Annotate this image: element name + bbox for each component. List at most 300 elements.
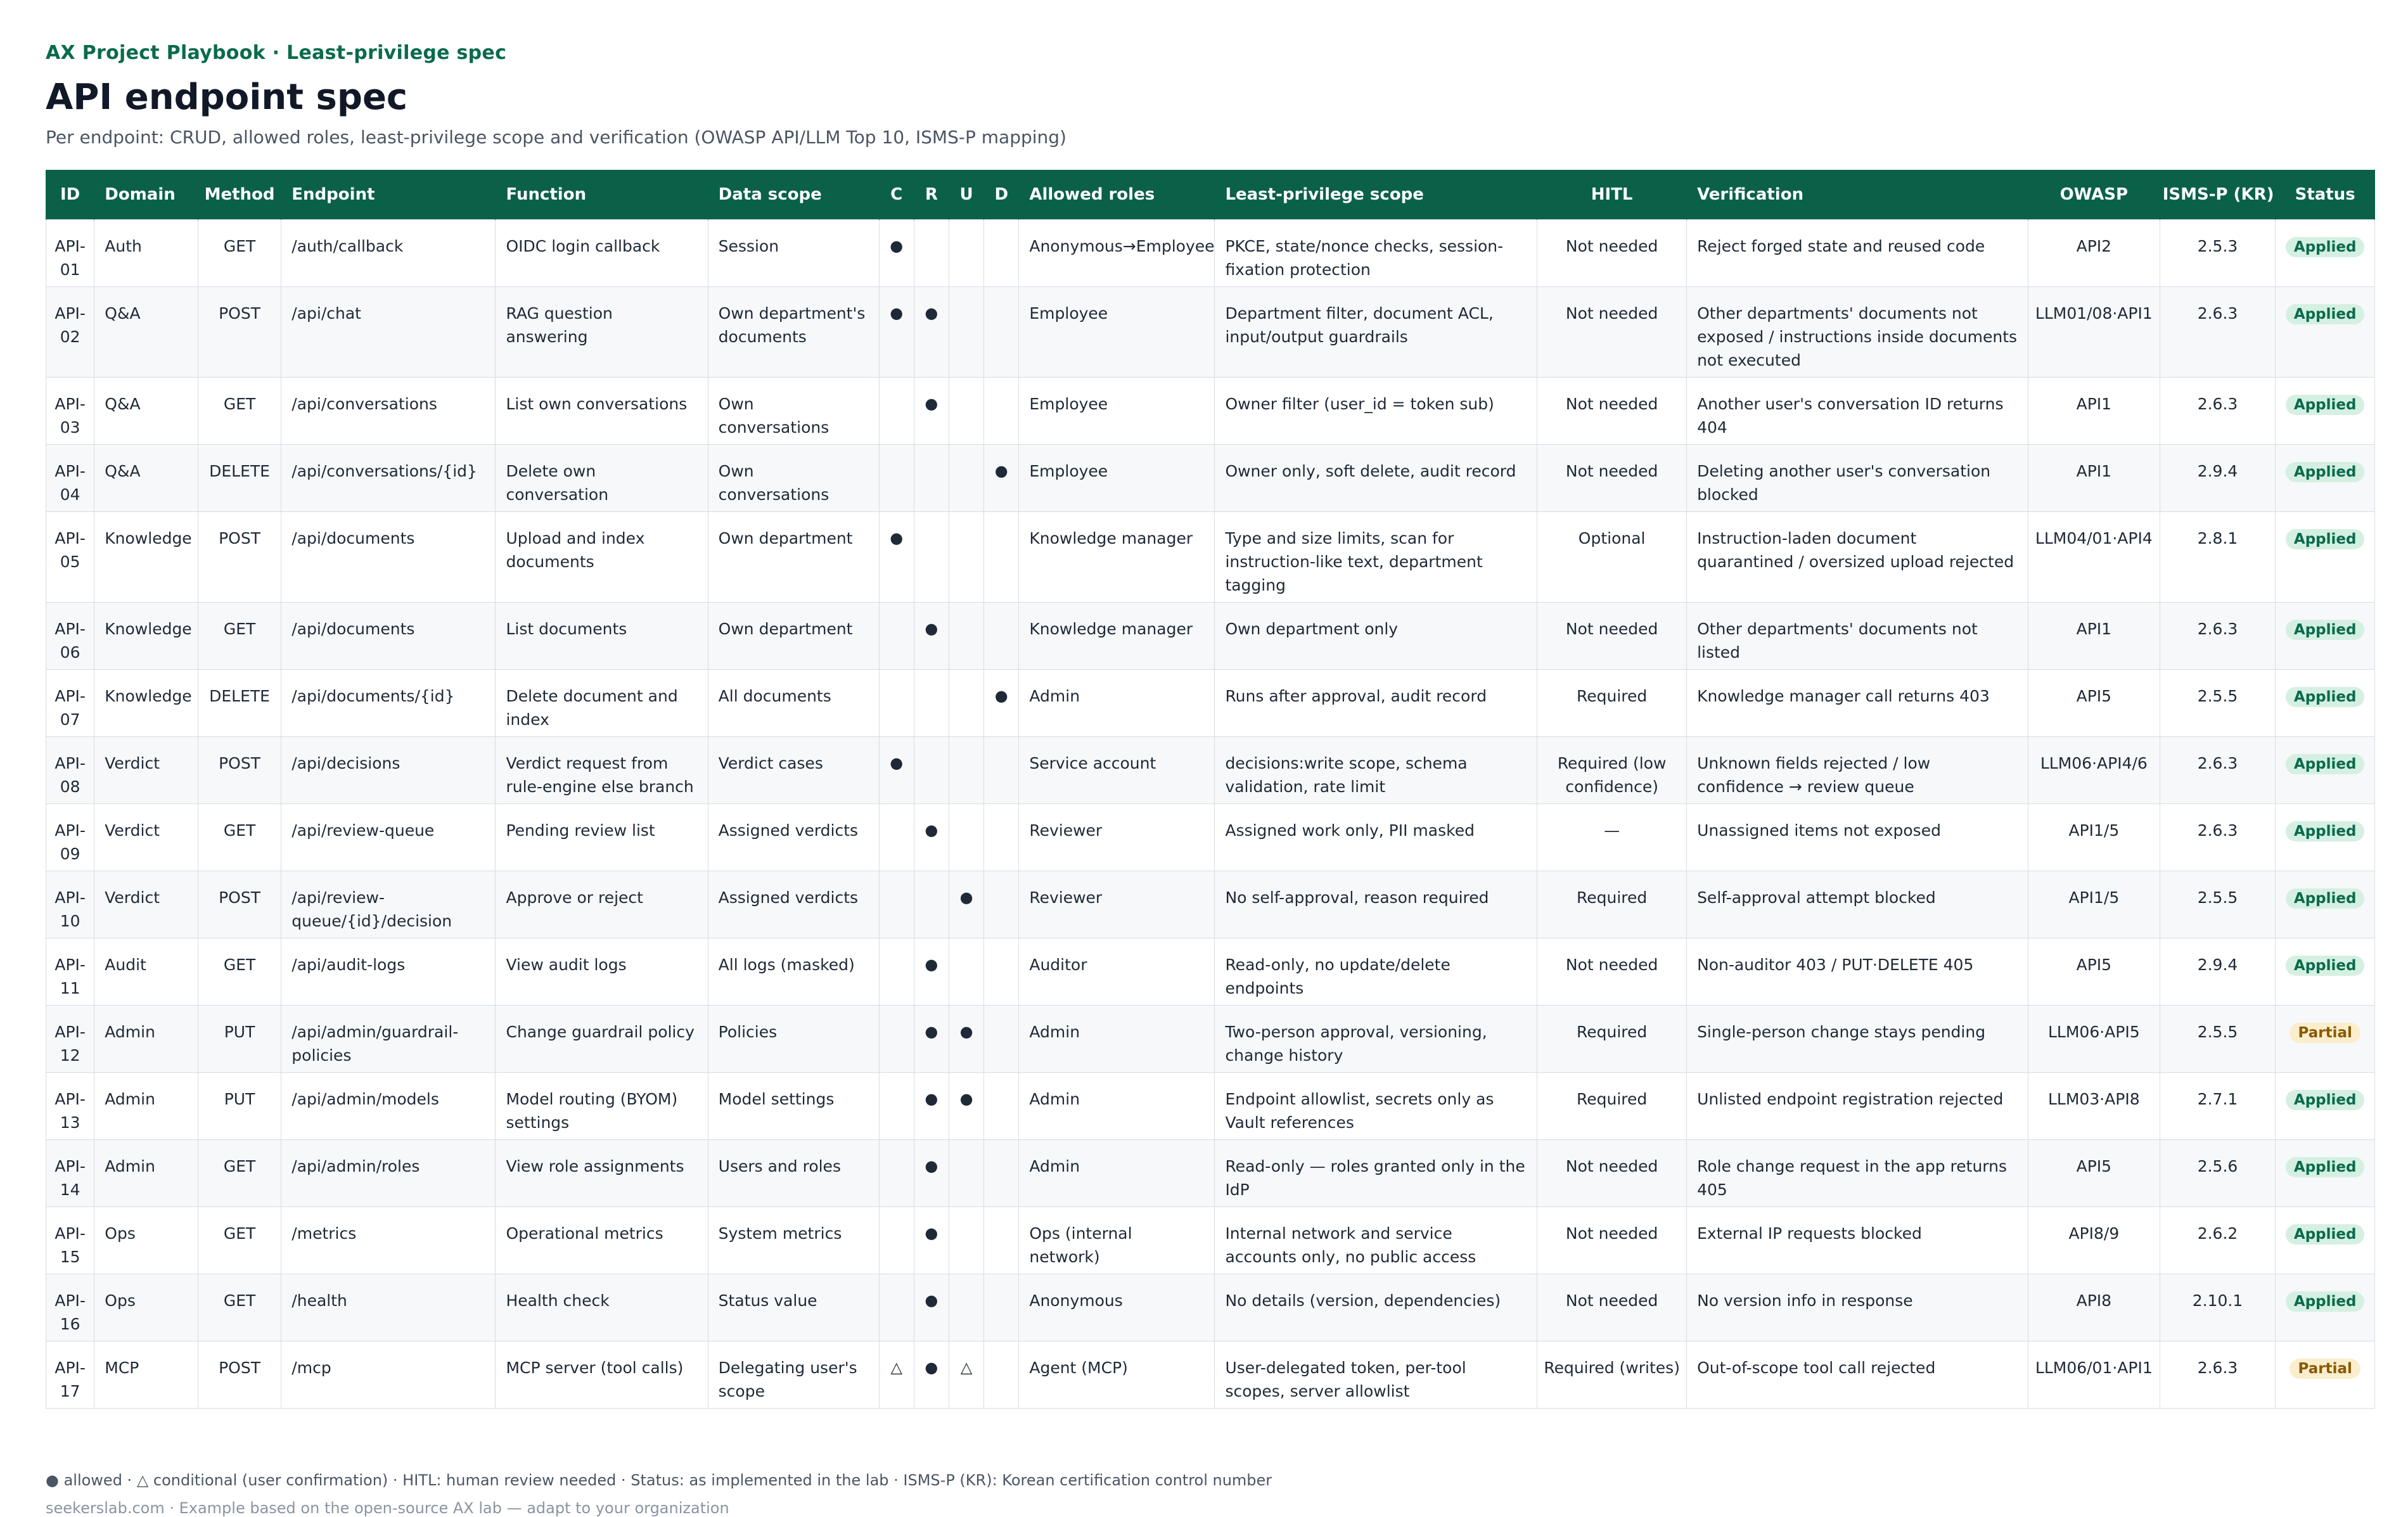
cell-domain: Q&A [94,378,198,445]
cell-owasp: LLM06/01·API1 [2028,1341,2160,1409]
cell-least-privilege-scope: Department filter, document ACL, input/output guardrails [1215,287,1537,378]
cell-delete [984,603,1019,670]
cell-isms-p: 2.5.6 [2160,1140,2276,1207]
column-header-function: Function [496,170,708,220]
cell-hitl: Not needed [1537,445,1687,512]
cell-isms-p: 2.7.1 [2160,1073,2276,1140]
cell-least-privilege-scope: User-delegated token, per-tool scopes, server allowlist [1215,1341,1537,1409]
cell-function: OIDC login callback [496,220,708,287]
table-row [46,1207,2375,1274]
cell-verification: Knowledge manager call returns 403 [1687,670,2028,737]
cell-isms-p: 2.9.4 [2160,445,2276,512]
cell-create: △ [879,1341,914,1409]
cell-status [2276,445,2375,512]
cell-allowed-roles: Admin [1019,670,1215,737]
column-header-read: R [914,170,949,220]
column-header-isms-p: ISMS-P (KR) [2160,170,2276,220]
cell-function: View audit logs [496,938,708,1006]
cell-data-scope: Verdict cases [708,737,879,804]
cell-allowed-roles: Anonymous [1019,1274,1215,1341]
cell-create [879,1140,914,1207]
cell-verification: Out-of-scope tool call rejected [1687,1341,2028,1409]
status-badge: Applied [2286,754,2365,774]
cell-hitl: Not needed [1537,1274,1687,1341]
cell-isms-p: 2.5.5 [2160,871,2276,938]
cell-update [949,378,983,445]
cell-function: Model routing (BYOM) settings [496,1073,708,1140]
cell-allowed-roles: Auditor [1019,938,1215,1006]
cell-domain: Verdict [94,804,198,871]
cell-data-scope: Policies [708,1006,879,1073]
cell-domain: Admin [94,1140,198,1207]
cell-function: List documents [496,603,708,670]
table-row [46,1274,2375,1341]
cell-hitl: Required [1537,871,1687,938]
cell-hitl: Required [1537,1006,1687,1073]
cell-method: GET [198,378,281,445]
cell-status [2276,603,2375,670]
cell-id: API-12 [46,1006,94,1073]
cell-method: GET [198,1207,281,1274]
cell-owasp: API5 [2028,1140,2160,1207]
cell-status [2276,512,2375,603]
cell-delete [984,737,1019,804]
table-row [46,220,2375,287]
cell-status [2276,1006,2375,1073]
table-row [46,670,2375,737]
cell-least-privilege-scope: Assigned work only, PII masked [1215,804,1537,871]
cell-allowed-roles: Reviewer [1019,804,1215,871]
column-header-domain: Domain [94,170,198,220]
cell-endpoint: /mcp [281,1341,496,1409]
cell-update [949,1140,983,1207]
cell-least-privilege-scope: Endpoint allowlist, secrets only as Vault references [1215,1073,1537,1140]
cell-endpoint: /api/documents/{id} [281,670,496,737]
cell-read: ● [914,378,949,445]
status-badge: Applied [2286,304,2365,324]
table-row [46,737,2375,804]
cell-id: API-08 [46,737,94,804]
cell-owasp: API1 [2028,378,2160,445]
status-badge: Applied [2286,1224,2365,1245]
cell-function: List own conversations [496,378,708,445]
status-badge: Applied [2286,620,2365,640]
cell-read [914,737,949,804]
cell-isms-p: 2.6.3 [2160,804,2276,871]
cell-update [949,1207,983,1274]
column-header-allowed-roles: Allowed roles [1019,170,1215,220]
cell-delete [984,1140,1019,1207]
cell-data-scope: Users and roles [708,1140,879,1207]
cell-least-privilege-scope: PKCE, state/nonce checks, session-fixation protection [1215,220,1537,287]
cell-read [914,670,949,737]
cell-update: ● [949,1006,983,1073]
cell-isms-p: 2.6.3 [2160,287,2276,378]
cell-method: GET [198,804,281,871]
cell-isms-p: 2.6.3 [2160,1341,2276,1409]
cell-delete [984,938,1019,1006]
cell-id: API-04 [46,445,94,512]
cell-verification: Instruction-laden document quarantined / oversized upload rejected [1687,512,2028,603]
cell-id: API-06 [46,603,94,670]
cell-create [879,1006,914,1073]
cell-least-privilege-scope: Own department only [1215,603,1537,670]
cell-owasp: API5 [2028,938,2160,1006]
status-badge: Applied [2286,1090,2365,1110]
status-badge: Partial [2290,1359,2360,1379]
cell-allowed-roles: Employee [1019,378,1215,445]
cell-owasp: API1/5 [2028,804,2160,871]
cell-verification: External IP requests blocked [1687,1207,2028,1274]
cell-domain: Verdict [94,737,198,804]
cell-read [914,871,949,938]
cell-read: ● [914,938,949,1006]
cell-method: POST [198,737,281,804]
cell-hitl: Required [1537,1073,1687,1140]
status-badge: Applied [2286,237,2365,257]
cell-verification: Other departments' documents not listed [1687,603,2028,670]
cell-method: POST [198,287,281,378]
cell-owasp: API1/5 [2028,871,2160,938]
cell-endpoint: /metrics [281,1207,496,1274]
footer [46,1471,2375,1517]
cell-owasp: LLM06·API4/6 [2028,737,2160,804]
cell-endpoint: /api/conversations/{id} [281,445,496,512]
cell-allowed-roles: Agent (MCP) [1019,1341,1215,1409]
cell-function: Verdict request from rule-engine else branch [496,737,708,804]
cell-id: API-09 [46,804,94,871]
cell-function: Upload and index documents [496,512,708,603]
cell-hitl: Required [1537,670,1687,737]
cell-domain: Audit [94,938,198,1006]
cell-data-scope: All documents [708,670,879,737]
cell-least-privilege-scope: Two-person approval, versioning, change history [1215,1006,1537,1073]
cell-data-scope: Status value [708,1274,879,1341]
cell-allowed-roles: Reviewer [1019,871,1215,938]
cell-create [879,1274,914,1341]
cell-delete: ● [984,445,1019,512]
cell-delete [984,220,1019,287]
cell-function: View role assignments [496,1140,708,1207]
cell-status [2276,670,2375,737]
cell-function: Delete own conversation [496,445,708,512]
cell-method: GET [198,1140,281,1207]
cell-read: ● [914,1073,949,1140]
cell-delete [984,1006,1019,1073]
table-row [46,938,2375,1006]
cell-isms-p: 2.8.1 [2160,512,2276,603]
cell-hitl: Optional [1537,512,1687,603]
cell-data-scope: Session [708,220,879,287]
cell-data-scope: Own department [708,603,879,670]
cell-domain: Verdict [94,871,198,938]
cell-hitl: Required (low confidence) [1537,737,1687,804]
cell-endpoint: /health [281,1274,496,1341]
cell-id: API-07 [46,670,94,737]
cell-function: Health check [496,1274,708,1341]
cell-hitl: Not needed [1537,287,1687,378]
cell-update: ● [949,1073,983,1140]
cell-domain: Ops [94,1274,198,1341]
cell-id: API-15 [46,1207,94,1274]
cell-read [914,220,949,287]
cell-create: ● [879,737,914,804]
cell-update [949,287,983,378]
cell-domain: Q&A [94,287,198,378]
cell-endpoint: /api/review-queue/{id}/decision [281,871,496,938]
cell-verification: No version info in response [1687,1274,2028,1341]
legend-note: ● allowed · △ conditional (user confirmation) · HITL: human review needed · Status: as implemented in the lab · ISMS-P (KR): Korean certification control number [46,1471,1272,1489]
table-row [46,1140,2375,1207]
cell-function: Operational metrics [496,1207,708,1274]
cell-create [879,871,914,938]
column-header-delete: D [984,170,1019,220]
cell-owasp: LLM06·API5 [2028,1006,2160,1073]
cell-endpoint: /api/review-queue [281,804,496,871]
cell-status [2276,1207,2375,1274]
cell-owasp: API5 [2028,670,2160,737]
cell-endpoint: /api/documents [281,603,496,670]
cell-isms-p: 2.5.3 [2160,220,2276,287]
cell-data-scope: Own department's documents [708,287,879,378]
cell-create [879,938,914,1006]
cell-update [949,804,983,871]
page-subtitle: Per endpoint: CRUD, allowed roles, least-privilege scope and verification (OWASP API/LLM Top 10, ISMS-P mapping) [46,127,1066,148]
cell-delete [984,1073,1019,1140]
cell-update [949,1274,983,1341]
cell-domain: Knowledge [94,512,198,603]
cell-data-scope: Delegating user's scope [708,1341,879,1409]
column-header-verification: Verification [1687,170,2028,220]
cell-hitl: Not needed [1537,1207,1687,1274]
cell-verification: Single-person change stays pending [1687,1006,2028,1073]
column-header-endpoint: Endpoint [281,170,496,220]
cell-hitl: Not needed [1537,220,1687,287]
playbook-eyebrow: AX Project Playbook · Least-privilege spec [46,42,507,64]
column-header-hitl: HITL [1537,170,1687,220]
cell-isms-p: 2.5.5 [2160,1006,2276,1073]
cell-endpoint: /api/admin/models [281,1073,496,1140]
page-title: API endpoint spec [46,77,408,118]
status-badge: Applied [2286,395,2365,415]
cell-method: POST [198,871,281,938]
cell-least-privilege-scope: Owner filter (user_id = token sub) [1215,378,1537,445]
cell-update [949,512,983,603]
cell-owasp: API1 [2028,603,2160,670]
column-header-method: Method [198,170,281,220]
status-badge: Applied [2286,462,2365,482]
cell-owasp: LLM01/08·API1 [2028,287,2160,378]
table-header-row [46,170,2375,220]
cell-domain: Auth [94,220,198,287]
cell-verification: Other departments' documents not exposed / instructions inside documents not executed [1687,287,2028,378]
table-row [46,287,2375,378]
cell-allowed-roles: Knowledge manager [1019,603,1215,670]
cell-id: API-13 [46,1073,94,1140]
endpoint-spec-table [46,170,2375,1409]
cell-isms-p: 2.9.4 [2160,938,2276,1006]
cell-least-privilege-scope: Runs after approval, audit record [1215,670,1537,737]
cell-status [2276,378,2375,445]
column-header-update: U [949,170,983,220]
cell-verification: Unknown fields rejected / low confidence → review queue [1687,737,2028,804]
cell-function: Approve or reject [496,871,708,938]
status-badge: Applied [2286,687,2365,707]
cell-delete: ● [984,670,1019,737]
cell-id: API-14 [46,1140,94,1207]
cell-domain: Ops [94,1207,198,1274]
cell-read: ● [914,1140,949,1207]
cell-allowed-roles: Employee [1019,287,1215,378]
cell-create [879,378,914,445]
cell-owasp: API1 [2028,445,2160,512]
cell-update [949,445,983,512]
cell-id: API-05 [46,512,94,603]
cell-least-privilege-scope: No details (version, dependencies) [1215,1274,1537,1341]
table-row [46,1006,2375,1073]
cell-update [949,670,983,737]
cell-isms-p: 2.6.3 [2160,378,2276,445]
status-badge: Applied [2286,956,2365,976]
cell-method: GET [198,603,281,670]
cell-status [2276,804,2375,871]
cell-allowed-roles: Admin [1019,1006,1215,1073]
cell-read [914,445,949,512]
cell-read: ● [914,1006,949,1073]
cell-hitl: Not needed [1537,378,1687,445]
cell-verification: Self-approval attempt blocked [1687,871,2028,938]
cell-least-privilege-scope: Read-only, no update/delete endpoints [1215,938,1537,1006]
cell-domain: Admin [94,1006,198,1073]
cell-verification: Non-auditor 403 / PUT·DELETE 405 [1687,938,2028,1006]
cell-read: ● [914,1341,949,1409]
cell-endpoint: /auth/callback [281,220,496,287]
cell-owasp: LLM04/01·API4 [2028,512,2160,603]
cell-read: ● [914,603,949,670]
cell-id: API-03 [46,378,94,445]
cell-hitl: Not needed [1537,938,1687,1006]
cell-status [2276,938,2375,1006]
cell-allowed-roles: Admin [1019,1073,1215,1140]
cell-create: ● [879,512,914,603]
column-header-owasp: OWASP [2028,170,2160,220]
cell-status [2276,1274,2375,1341]
status-badge: Applied [2286,1157,2365,1177]
cell-hitl: Required (writes) [1537,1341,1687,1409]
table-row [46,512,2375,603]
cell-status [2276,220,2375,287]
cell-owasp: API8 [2028,1274,2160,1341]
cell-least-privilege-scope: decisions:write scope, schema validation, rate limit [1215,737,1537,804]
cell-allowed-roles: Anonymous→Employee [1019,220,1215,287]
cell-least-privilege-scope: Internal network and service accounts only, no public access [1215,1207,1537,1274]
cell-update [949,220,983,287]
cell-endpoint: /api/admin/guardrail-policies [281,1006,496,1073]
table-body [46,220,2375,1409]
cell-id: API-01 [46,220,94,287]
cell-endpoint: /api/chat [281,287,496,378]
cell-status [2276,737,2375,804]
status-badge: Applied [2286,1291,2365,1312]
cell-endpoint: /api/admin/roles [281,1140,496,1207]
column-header-least-privilege-scope: Least-privilege scope [1215,170,1537,220]
cell-hitl: Not needed [1537,603,1687,670]
cell-id: API-11 [46,938,94,1006]
cell-data-scope: Own department [708,512,879,603]
cell-status [2276,871,2375,938]
cell-verification: Unlisted endpoint registration rejected [1687,1073,2028,1140]
cell-isms-p: 2.6.3 [2160,737,2276,804]
cell-allowed-roles: Service account [1019,737,1215,804]
cell-owasp: LLM03·API8 [2028,1073,2160,1140]
cell-function: Pending review list [496,804,708,871]
cell-method: GET [198,938,281,1006]
cell-domain: Admin [94,1073,198,1140]
status-badge: Applied [2286,821,2365,842]
cell-verification: Role change request in the app returns 405 [1687,1140,2028,1207]
cell-isms-p: 2.6.2 [2160,1207,2276,1274]
cell-delete [984,512,1019,603]
cell-update: ● [949,871,983,938]
cell-data-scope: All logs (masked) [708,938,879,1006]
cell-method: DELETE [198,670,281,737]
cell-function: Delete document and index [496,670,708,737]
table-row [46,603,2375,670]
cell-create [879,670,914,737]
cell-owasp: API8/9 [2028,1207,2160,1274]
table-row [46,378,2375,445]
table-row [46,1073,2375,1140]
cell-function: Change guardrail policy [496,1006,708,1073]
cell-least-privilege-scope: Read-only — roles granted only in the IdP [1215,1140,1537,1207]
column-header-data-scope: Data scope [708,170,879,220]
cell-isms-p: 2.6.3 [2160,603,2276,670]
cell-endpoint: /api/documents [281,512,496,603]
cell-data-scope: System metrics [708,1207,879,1274]
cell-isms-p: 2.5.5 [2160,670,2276,737]
cell-function: RAG question answering [496,287,708,378]
cell-endpoint: /api/audit-logs [281,938,496,1006]
cell-data-scope: Assigned verdicts [708,871,879,938]
cell-method: PUT [198,1073,281,1140]
cell-status [2276,287,2375,378]
column-header-status: Status [2276,170,2375,220]
column-header-create: C [879,170,914,220]
cell-delete [984,1274,1019,1341]
status-badge: Partial [2290,1023,2360,1043]
cell-allowed-roles: Knowledge manager [1019,512,1215,603]
cell-domain: Knowledge [94,670,198,737]
cell-status [2276,1073,2375,1140]
cell-allowed-roles: Ops (internal network) [1019,1207,1215,1274]
cell-hitl: — [1537,804,1687,871]
cell-read: ● [914,1207,949,1274]
cell-read: ● [914,287,949,378]
credit-note: seekerslab.com · Example based on the open-source AX lab — adapt to your organization [46,1499,729,1517]
cell-owasp: API2 [2028,220,2160,287]
cell-update [949,603,983,670]
cell-update: △ [949,1341,983,1409]
table-row [46,1341,2375,1409]
status-badge: Applied [2286,529,2365,549]
cell-data-scope: Own conversations [708,445,879,512]
column-header-id: ID [46,170,94,220]
cell-read [914,512,949,603]
cell-verification: Deleting another user's conversation blocked [1687,445,2028,512]
page [46,38,2375,1517]
table-row [46,445,2375,512]
cell-verification: Another user's conversation ID returns 404 [1687,378,2028,445]
